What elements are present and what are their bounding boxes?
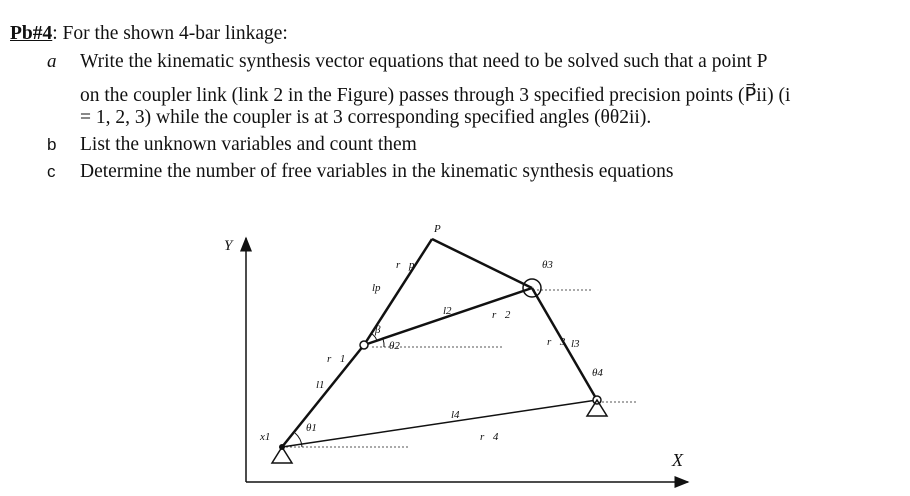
label-rp: r⃗p <box>396 259 415 271</box>
item-c-marker: c <box>47 162 56 181</box>
item-a-line-1: Write the kinematic synthesis vector equations that need to be solved such that a point P <box>80 51 768 72</box>
label-theta1: θ1 <box>306 422 317 434</box>
label-r4: r⃗4 <box>480 431 499 443</box>
label-r2: r⃗2 <box>492 309 511 321</box>
label-l1: l1 <box>316 379 325 391</box>
label-theta3: θ3 <box>542 259 553 271</box>
theta2-arc <box>383 339 384 347</box>
y-axis-label: Y <box>224 238 233 254</box>
link-1 <box>282 345 364 447</box>
label-l4: l4 <box>451 409 460 421</box>
item-b-marker: b <box>47 135 57 154</box>
label-l2: l2 <box>443 305 452 317</box>
label-beta: β <box>375 324 381 336</box>
joint-coupler <box>360 341 368 349</box>
item-a-line-2: on the coupler link (link 2 in the Figure) passes through 3 specified precision points (P⃗ii) (i <box>80 85 791 106</box>
label-lp: lp <box>372 282 381 294</box>
link-pq <box>432 239 532 288</box>
item-a-line-3: = 1, 2, 3) while the coupler is at 3 corresponding specified angles (θθ2ii). <box>80 107 652 128</box>
label-theta4: θ4 <box>592 367 603 379</box>
label-l3: l3 <box>571 338 580 350</box>
link-4-ground <box>282 400 597 447</box>
label-r1: r⃗1 <box>327 353 346 365</box>
problem-intro: : For the shown 4-bar linkage: <box>52 23 288 44</box>
item-c-line-1: Determine the number of free variables in the kinematic synthesis equations <box>80 161 674 182</box>
item-b-line-1: List the unknown variables and count them <box>80 134 417 155</box>
label-theta2: θ2 <box>389 340 400 352</box>
problem-label: Pb#4 <box>10 23 53 44</box>
x-axis-label: X <box>672 450 683 470</box>
label-r3: r⃗3 <box>547 336 566 348</box>
label-x1: x1 <box>260 431 271 443</box>
item-a-marker: a <box>47 51 57 72</box>
label-P: P <box>434 223 441 235</box>
